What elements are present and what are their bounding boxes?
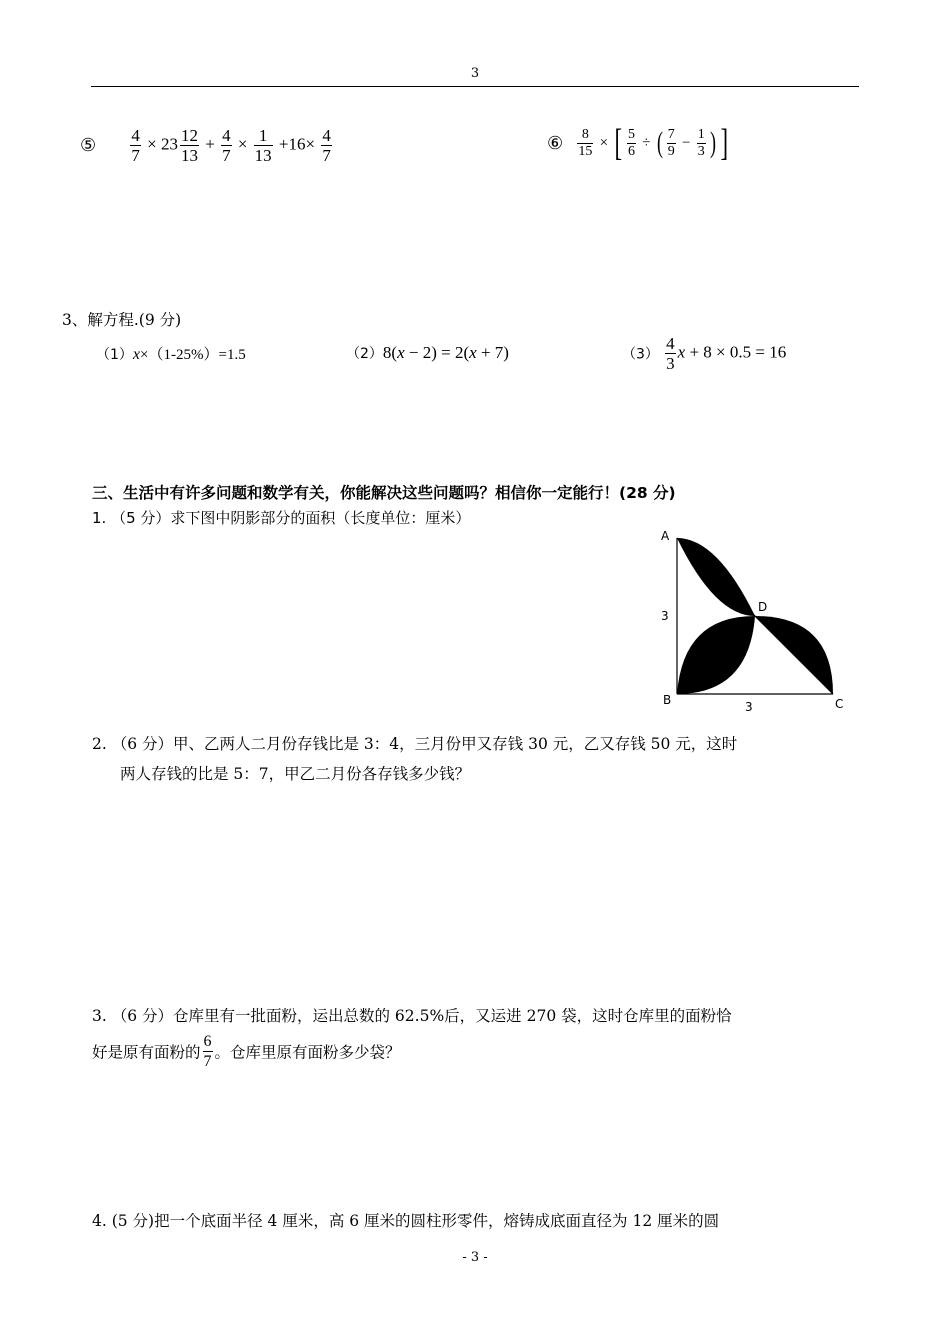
fraction: $\frac{5}{6}$ [628, 126, 636, 159]
label-d: D [758, 600, 768, 614]
question-3-line-1: 3. （6 分）仓库里有一批面粉，运出总数的 62.5%后，又运进 270 袋，这时仓库里的面粉恰 [92, 1007, 732, 1025]
question-2-line-1: 2. （6 分）甲、乙两人二月份存钱比是 3：4，三月份甲又存钱 30 元，乙又存钱 50 元，这时 [92, 735, 738, 753]
length-ab: 3 [661, 609, 669, 623]
right-bracket: ] [720, 122, 728, 164]
label-a: A [661, 529, 670, 543]
equation-3: （3） $\frac{4}{3}$ x + 8 × 0.5 = 16 [622, 334, 787, 373]
question-4-line-1: 4. (5 分)把一个底面半径 4 厘米，高 6 厘米的圆柱形零件，熔铸成底面直径为 12 厘米的圆 [92, 1212, 720, 1230]
equation-2: （2）8(x − 2) = 2(x + 7) [346, 343, 509, 362]
length-bc: 3 [745, 700, 753, 714]
question-2-line-2: 两人存钱的比是 5：7，甲乙二月份各存钱多少钱？ [120, 765, 471, 783]
fraction: $\frac{4}{7}$ [131, 126, 140, 165]
fraction: $\frac{12}{13}$ [180, 126, 198, 165]
left-bracket: [ [614, 122, 623, 164]
expression-item-6: ⑥ $\frac{8}{15}$ × [ $\frac{5}{6}$ ÷ ( $\frac{7}{9}$ − $\frac{1}{3}$ ) ] [547, 122, 728, 164]
section-3-title: 三、生活中有许多问题和数学有关，你能解决这些问题吗？相信你一定能行！(28 分) [92, 484, 676, 502]
geometry-figure [655, 524, 855, 720]
item-marker: ⑥ [547, 132, 564, 153]
fraction: $\frac{7}{9}$ [667, 126, 675, 159]
label-c: C [835, 697, 844, 711]
equations-title: 3、解方程.(9 分) [62, 311, 182, 329]
left-paren: ( [656, 126, 663, 159]
fraction: $\frac{1}{3}$ [697, 126, 705, 159]
label-b: B [663, 693, 672, 707]
fraction: $\frac{1}{13}$ [254, 126, 272, 165]
fraction: $\frac{4}{7}$ [222, 126, 231, 165]
question-3-line-2: 好是原有面粉的 $\frac{6}{7}$ 。仓库里原有面粉多少袋？ [92, 1033, 401, 1070]
right-paren: ) [709, 126, 716, 159]
fraction: $\frac{4}{7}$ [322, 126, 331, 165]
fraction: $\frac{6}{7}$ [203, 1033, 212, 1070]
fraction: $\frac{4}{3}$ [666, 334, 675, 373]
equation-1: （1）x×（1-25%）=1.5 [96, 346, 246, 363]
shaded-lens-bd [677, 616, 755, 694]
expression-item-5: ⑤ $\frac{4}{7}$ × 23 $\frac{12}{13}$ + $\frac{4}{7}$ × $\frac{1}{13}$ +16× $\frac{4}{7}$ [80, 126, 331, 165]
question-1: 1. （5 分）求下图中阴影部分的面积（长度单位：厘米） [92, 509, 471, 527]
fraction: $\frac{8}{15}$ [578, 126, 593, 159]
header-rule [91, 86, 859, 87]
item-marker: ⑤ [80, 135, 97, 155]
page-footer: - 3 - [462, 1250, 488, 1265]
page-header-number: 3 [470, 66, 480, 81]
